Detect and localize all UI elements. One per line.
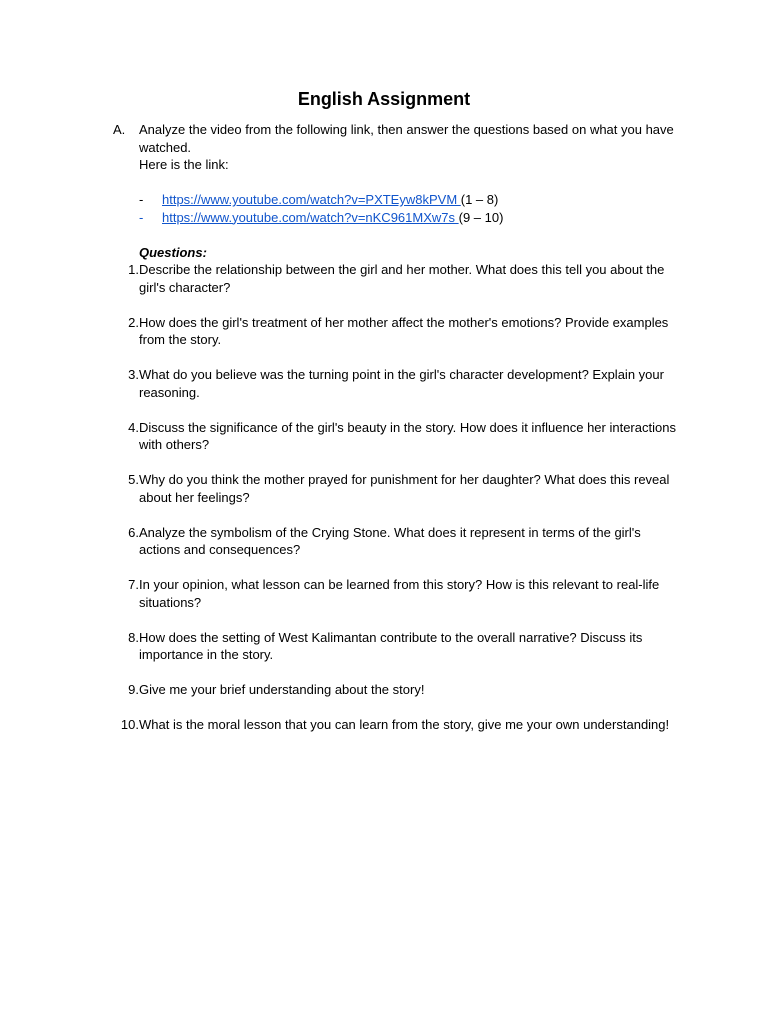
question-number: 3. bbox=[128, 367, 139, 382]
question-number: 7. bbox=[128, 577, 139, 592]
question-number: 9. bbox=[128, 682, 139, 697]
question-number: 4. bbox=[128, 419, 139, 435]
question-number: 10. bbox=[120, 717, 139, 732]
list-dash: - bbox=[139, 192, 144, 207]
questions-list bbox=[113, 261, 679, 734]
question-number: 1. bbox=[128, 262, 139, 277]
link-row-2 bbox=[113, 209, 679, 227]
question-item bbox=[113, 419, 679, 454]
question-text: Analyze the symbolism of the Crying Stone. What does it represent in terms of the girl's actions and consequences? bbox=[139, 524, 641, 557]
link-intro: Here is the link: bbox=[139, 157, 229, 172]
link-range-1: (1 – 8) bbox=[460, 192, 499, 207]
question-item bbox=[113, 629, 679, 664]
question-item bbox=[113, 471, 679, 506]
question-text: Discuss the significance of the girl's beauty in the story. How does it influence her interactions with others? bbox=[139, 419, 676, 452]
question-item bbox=[113, 314, 679, 349]
question-text: Give me your brief understanding about the story! bbox=[139, 682, 425, 697]
question-item bbox=[113, 681, 679, 699]
question-item bbox=[113, 716, 679, 734]
section-intro: Analyze the video from the following link, then answer the questions based on what you have watched. bbox=[139, 122, 674, 155]
question-number: 6. bbox=[128, 524, 139, 540]
question-text: What do you believe was the turning point in the girl's character development? Explain your reasoning. bbox=[139, 367, 664, 400]
document-title: English Assignment bbox=[297, 89, 471, 109]
question-item bbox=[113, 524, 679, 559]
question-item bbox=[113, 366, 679, 401]
question-item bbox=[113, 576, 679, 611]
section-a bbox=[113, 121, 679, 156]
video-link-2[interactable]: https://www.youtube.com/watch?v=nKC961MXw7s bbox=[162, 209, 459, 225]
link-row-1 bbox=[113, 191, 679, 209]
section-marker: A. bbox=[113, 122, 126, 137]
list-dash: - bbox=[139, 209, 144, 225]
question-text: How does the setting of West Kalimantan contribute to the overall narrative? Discuss its importance in the story. bbox=[139, 629, 643, 662]
document-body bbox=[113, 121, 679, 734]
spacer bbox=[113, 174, 679, 192]
question-text: How does the girl's treatment of her mother affect the mother's emotions? Provide examples from the story. bbox=[139, 314, 669, 347]
question-text: In your opinion, what lesson can be learned from this story? How is this relevant to real-life situations? bbox=[139, 577, 660, 610]
question-item bbox=[113, 261, 679, 296]
spacer bbox=[113, 226, 679, 244]
question-text: What is the moral lesson that you can learn from the story, give me your own understanding! bbox=[139, 717, 670, 732]
question-number: 2. bbox=[128, 314, 139, 330]
question-text: Why do you think the mother prayed for punishment for her daughter? What does this reveal about her feelings? bbox=[139, 472, 670, 505]
question-number: 8. bbox=[128, 629, 139, 645]
questions-heading: Questions: bbox=[139, 244, 207, 260]
question-text: Describe the relationship between the girl and her mother. What does this tell you about the girl's character? bbox=[139, 262, 665, 295]
question-number: 5. bbox=[128, 472, 139, 487]
link-range-2: (9 – 10) bbox=[458, 209, 504, 225]
video-link-1[interactable]: https://www.youtube.com/watch?v=PXTEyw8kPVM bbox=[162, 192, 461, 207]
